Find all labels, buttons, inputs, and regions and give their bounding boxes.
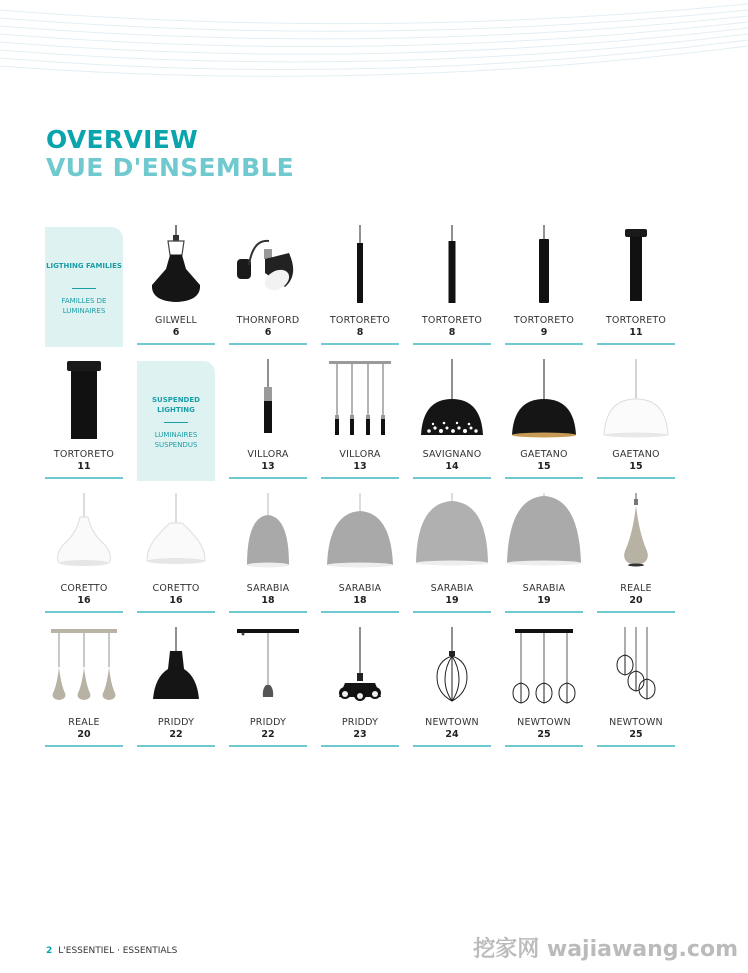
divider [597,745,675,747]
product-name: SARABIA [522,583,566,594]
divider [413,343,491,345]
triple-cage-bar-icon [505,627,583,711]
lighting-families-label [45,227,123,347]
slim-tube-pendant-icon [321,225,399,309]
product-card[interactable] [229,225,307,347]
product-card[interactable] [321,493,399,615]
tube-pendant-icon [505,225,583,309]
ceiling-cylinder-icon [597,225,675,309]
divider [137,745,215,747]
product-card[interactable] [597,493,675,615]
black-dome-icon [505,359,583,443]
footer-text: L'ESSENTIEL · ESSENTIALS [58,946,178,956]
page-number: 6 [264,327,272,338]
product-card[interactable] [45,359,123,481]
pattern-dome-icon [413,359,491,443]
page-number: 15 [629,461,643,472]
page-number: 13 [261,461,275,472]
page-number: 18 [353,595,367,606]
divider [413,611,491,613]
product-name: REALE [68,717,100,728]
divider [229,343,307,345]
product-card[interactable] [137,627,215,749]
divider [321,745,399,747]
divider [321,343,399,345]
product-card[interactable] [137,493,215,615]
page-number: 19 [445,595,459,606]
product-card[interactable] [321,359,399,481]
product-name: NEWTOWN [425,717,479,728]
product-card[interactable] [597,627,675,749]
cage-cluster-icon [597,627,675,711]
product-card[interactable] [597,359,675,481]
product-card[interactable] [505,359,583,481]
black-cone-pendant-icon [137,627,215,711]
page-number: 22 [261,729,275,740]
concrete-bell-large-icon [413,493,491,577]
white-dome-icon [597,359,675,443]
title-english: OVERVIEW [46,125,198,154]
page-number: 8 [356,327,364,338]
divider [321,477,399,479]
label-english: LIGTHING FAMILIES [46,262,122,270]
white-wide-bell-icon [137,493,215,577]
divider [321,611,399,613]
product-name: SARABIA [338,583,382,594]
product-name: THORNFORD [236,315,300,326]
decorative-wave-lines [0,0,748,100]
label-french: LUMINAIRES SUSPENDUS [154,431,198,449]
divider [229,477,307,479]
product-card[interactable] [413,627,491,749]
page-number: 25 [629,729,643,740]
concrete-bell-small-icon [229,493,307,577]
product-name: VILLORA [247,449,289,460]
product-name: SAVIGNANO [422,449,482,460]
product-card[interactable] [229,627,307,749]
page-number: 14 [445,461,459,472]
page-number: 22 [169,729,183,740]
product-name: CORETTO [152,583,200,594]
product-card[interactable] [229,493,307,615]
product-card[interactable] [321,225,399,347]
label-french: FAMILLES DE LUMINAIRES [61,297,107,315]
page-number: 24 [445,729,459,740]
product-name: NEWTOWN [609,717,663,728]
page-number: 13 [353,461,367,472]
product-name: GAETANO [612,449,660,460]
ceiling-cylinder-wide-icon [45,359,123,443]
triple-spot-cluster-icon [321,627,399,711]
product-name: PRIDDY [341,717,379,728]
page-number: 19 [537,595,551,606]
product-card[interactable] [413,493,491,615]
product-card[interactable] [413,359,491,481]
divider [505,745,583,747]
product-name: PRIDDY [249,717,287,728]
label-english: SUSPENDED LIGHTING [152,396,200,414]
white-bell-icon [45,493,123,577]
divider [137,611,215,613]
wall-spot-icon [229,225,307,309]
concrete-bell-xl-icon [505,493,583,577]
divider [45,745,123,747]
product-name: PRIDDY [157,717,195,728]
product-card[interactable] [597,225,675,347]
product-name: TORTORETO [329,315,391,326]
concrete-bell-icon [321,493,399,577]
product-name: TORTORETO [605,315,667,326]
divider [137,343,215,345]
page-number: 16 [169,595,183,606]
product-name: TORTORETO [421,315,483,326]
page-number: 9 [540,327,548,338]
slim-tube-pendant-icon [413,225,491,309]
divider [413,477,491,479]
pendant-cage-icon [137,225,215,309]
product-card[interactable] [413,225,491,347]
product-name: TORTORETO [53,449,115,460]
divider [597,477,675,479]
product-name: SARABIA [246,583,290,594]
product-card[interactable] [45,493,123,615]
product-card[interactable] [321,627,399,749]
label-divider [164,422,188,423]
product-name: VILLORA [339,449,381,460]
divider [505,611,583,613]
triple-drop-bar-icon [45,627,123,711]
product-name: REALE [620,583,652,594]
divider [45,477,123,479]
product-card[interactable] [137,225,215,347]
product-name: GAETANO [520,449,568,460]
product-name: GILWELL [155,315,197,326]
watermark: 挖家网 wajiawang.com [473,937,738,962]
page-footer [46,946,177,956]
wire-cage-pendant-icon [413,627,491,711]
product-name: NEWTOWN [517,717,571,728]
page-number: 11 [629,327,643,338]
page-title [46,126,294,182]
page-number: 18 [261,595,275,606]
divider [505,343,583,345]
cylinder-pendant-icon [229,359,307,443]
product-name: SARABIA [430,583,474,594]
label-divider [72,288,96,289]
product-name: TORTORETO [513,315,575,326]
page-number: 8 [448,327,456,338]
page-number: 16 [77,595,91,606]
product-card[interactable] [45,627,123,749]
drop-pendant-icon [597,493,675,577]
page-number: 6 [172,327,180,338]
page-number: 20 [77,729,91,740]
divider [413,745,491,747]
divider [597,611,675,613]
product-card[interactable] [505,627,583,749]
divider [229,611,307,613]
product-name: CORETTO [60,583,108,594]
page-number: 23 [353,729,367,740]
four-light-bar-icon [321,359,399,443]
page-number: 20 [629,595,643,606]
divider [45,611,123,613]
product-card[interactable] [505,225,583,347]
footer-page-number: 2 [46,946,53,956]
track-mini-pendant-icon [229,627,307,711]
divider [597,343,675,345]
title-french: VUE D'ENSEMBLE [46,153,295,182]
divider [505,477,583,479]
divider [229,745,307,747]
product-card[interactable] [505,493,583,615]
page-number: 25 [537,729,551,740]
suspended-lighting-label [137,361,215,481]
product-card[interactable] [229,359,307,481]
page-number: 15 [537,461,551,472]
page-number: 11 [77,461,91,472]
